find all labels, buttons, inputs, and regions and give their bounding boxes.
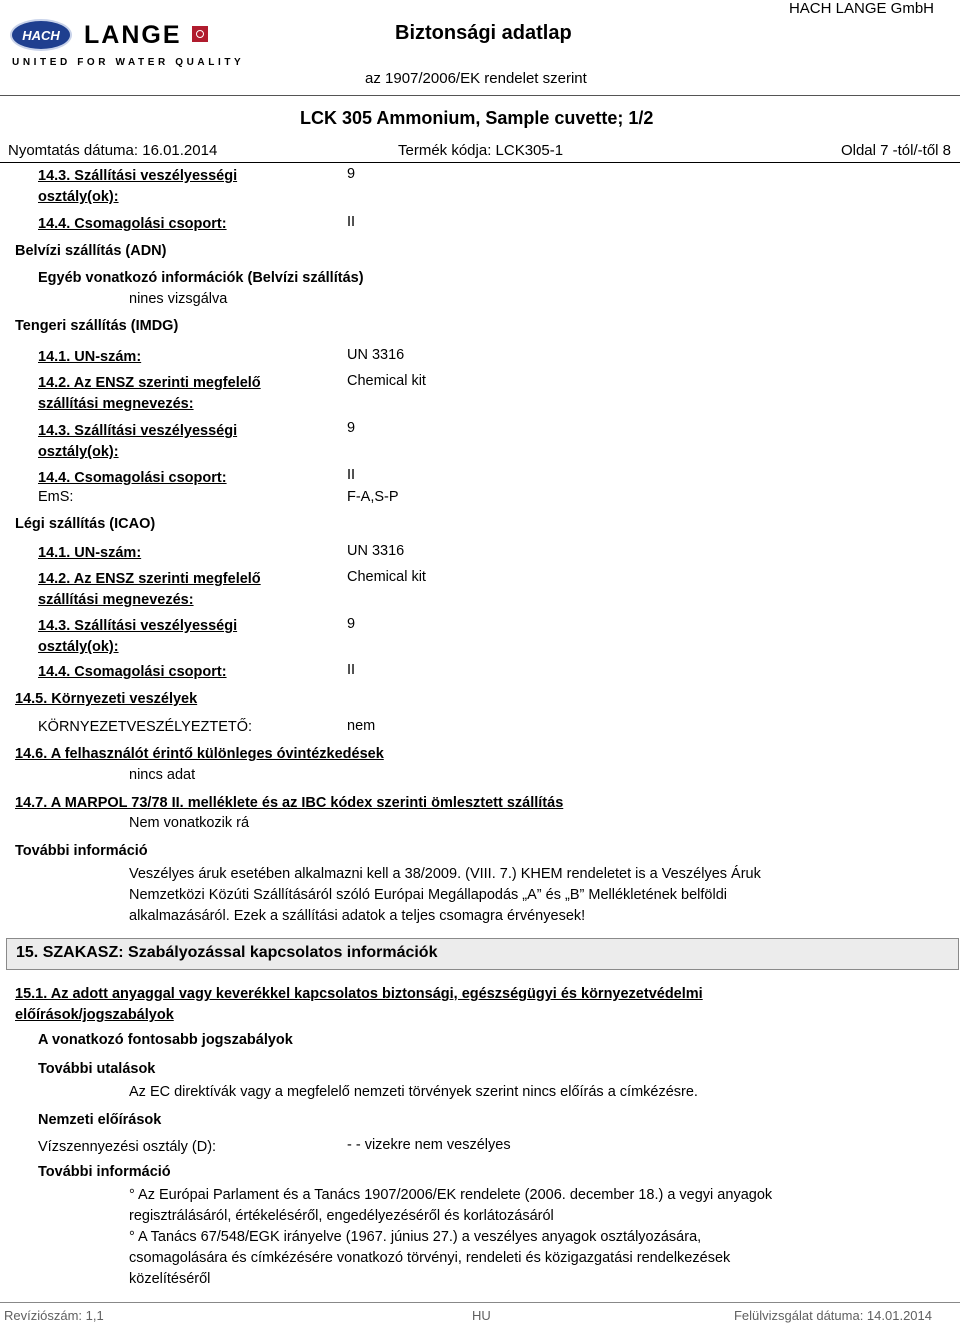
icao-name-label-line1: 14.2. Az ENSZ szerinti megfelelő bbox=[38, 571, 261, 587]
regulation: az 1907/2006/EK rendelet szerint bbox=[365, 70, 587, 87]
packing-value: II bbox=[347, 214, 356, 230]
brand-name: LANGE bbox=[84, 21, 182, 49]
imdg-packing-value: II bbox=[347, 467, 356, 483]
section-15-1-heading-line1: 15.1. Az adott anyaggal vagy keverékkel kapcsolatos biztonsági, egészségügyi és környezetvédelmi bbox=[15, 986, 703, 1002]
imdg-un-value: UN 3316 bbox=[347, 347, 405, 363]
adn-heading: Belvízi szállítás (ADN) bbox=[15, 243, 167, 259]
imdg-name-label-line2: szállítási megnevezés: bbox=[38, 396, 194, 412]
product-name: LCK 305 Ammonium, Sample cuvette; 1/2 bbox=[300, 108, 654, 128]
info-line1: ° Az Európai Parlament és a Tanács 1907/2006/EK rendelete (2006. december 18.) a vegyi anyagok bbox=[129, 1187, 773, 1203]
class-value: 9 bbox=[347, 166, 356, 182]
imdg-name-label bbox=[38, 373, 261, 415]
info-line5: közelítéséről bbox=[129, 1271, 211, 1287]
footer-rule bbox=[0, 1302, 960, 1303]
imdg-class-label-line2: osztály(ok): bbox=[38, 444, 119, 460]
precautions-value: nincs adat bbox=[129, 767, 196, 783]
national-heading: Nemzeti előírások bbox=[38, 1112, 162, 1128]
icao-class-value: 9 bbox=[347, 616, 356, 632]
imdg-class-value: 9 bbox=[347, 420, 356, 436]
packing-label: 14.4. Csomagolási csoport: bbox=[38, 216, 227, 232]
marpol-heading: 14.7. A MARPOL 73/78 II. melléklete és az IBC kódex szerinti ömlesztett szállítás bbox=[15, 795, 564, 811]
icao-un-value: UN 3316 bbox=[347, 543, 405, 559]
further-line1: Veszélyes áruk esetében alkalmazni kell a 38/2009. (VIII. 7.) KHEM rendeletet is a Veszélyes Áruk bbox=[129, 866, 761, 882]
class-label-line1: 14.3. Szállítási veszélyességi bbox=[38, 168, 238, 184]
brand-mark-icon bbox=[192, 26, 208, 42]
icao-class-label-line1: 14.3. Szállítási veszélyességi bbox=[38, 618, 238, 634]
info-line2: regisztrálásáról, értékeléséről, engedélyezéséről és korlátozásáról bbox=[129, 1208, 554, 1224]
water-class-label: Vízszennyezési osztály (D): bbox=[38, 1139, 217, 1155]
header-bottom-rule bbox=[0, 162, 960, 163]
icao-class-label bbox=[38, 616, 237, 658]
language-code: HU bbox=[472, 1308, 491, 1323]
imdg-name-label-line1: 14.2. Az ENSZ szerinti megfelelő bbox=[38, 375, 261, 391]
info-heading: További információ bbox=[38, 1164, 171, 1180]
imdg-class-label bbox=[38, 421, 237, 463]
imdg-ems-label: EmS: bbox=[38, 489, 74, 505]
product-code: Termék kódja: LCK305-1 bbox=[398, 142, 564, 159]
notes-heading: További utalások bbox=[38, 1061, 156, 1077]
print-date: Nyomtatás dátuma: 16.01.2014 bbox=[8, 142, 218, 159]
hach-logo bbox=[10, 19, 72, 51]
notes-text: Az EC direktívák vagy a megfelelő nemzeti törvények szerint nincs előírás a címkézésre. bbox=[129, 1084, 698, 1100]
icao-packing-label: 14.4. Csomagolási csoport: bbox=[38, 664, 227, 680]
icao-un-label: 14.1. UN-szám: bbox=[38, 545, 142, 561]
page-number: Oldal 7 -tól/-től 8 bbox=[840, 142, 951, 159]
further-line2: Nemzetközi Közúti Szállításáról szóló Európai Megállapodás „A” és „B” Mellékletének belföldi bbox=[129, 887, 727, 903]
logo-text: HACH bbox=[22, 28, 60, 43]
eu-heading: A vonatkozó fontosabb jogszabályok bbox=[38, 1032, 293, 1048]
icao-class-label-line2: osztály(ok): bbox=[38, 639, 119, 655]
imdg-heading: Tengeri szállítás (IMDG) bbox=[15, 318, 179, 334]
section-15-title: 15. SZAKASZ: Szabályozással kapcsolatos információk bbox=[16, 944, 438, 961]
brand-tagline: UNITED FOR WATER QUALITY bbox=[12, 57, 245, 68]
env-value: nem bbox=[347, 718, 376, 734]
icao-name-label bbox=[38, 569, 261, 611]
section-15-1-heading-line2: előírások/jogszabályok bbox=[15, 1007, 174, 1023]
icao-name-value: Chemical kit bbox=[347, 569, 426, 585]
further-line3: alkalmazásáról. Ezek a szállítási adatok a teljes csomagra érvényesek! bbox=[129, 908, 586, 924]
env-heading: 14.5. Környezeti veszélyek bbox=[15, 691, 198, 707]
imdg-name-value: Chemical kit bbox=[347, 373, 426, 389]
info-line4: csomagolására és címkézésére vonatkozó törvényi, rendeleti és közigazgatási rendelkezések bbox=[129, 1250, 731, 1266]
review-date: Felülvizsgálat dátuma: 14.01.2014 bbox=[733, 1308, 932, 1323]
header-rule bbox=[0, 95, 960, 96]
imdg-packing-label: 14.4. Csomagolási csoport: bbox=[38, 470, 227, 486]
icao-name-label-line2: szállítási megnevezés: bbox=[38, 592, 194, 608]
class-label-line2: osztály(ok): bbox=[38, 189, 119, 205]
marpol-value: Nem vonatkozik rá bbox=[129, 815, 250, 831]
company-name: HACH LANGE GmbH bbox=[788, 0, 934, 17]
adn-other-value: nines vizsgálva bbox=[129, 291, 228, 307]
revision-number: Revíziószám: 1,1 bbox=[4, 1308, 104, 1323]
class-label bbox=[38, 166, 237, 208]
icao-heading: Légi szállítás (ICAO) bbox=[15, 516, 156, 532]
precautions-heading: 14.6. A felhasználót érintő különleges óvintézkedések bbox=[15, 746, 384, 762]
imdg-class-label-line1: 14.3. Szállítási veszélyességi bbox=[38, 423, 238, 439]
info-line3: ° A Tanács 67/548/EGK irányelve (1967. június 27.) a veszélyes anyagok osztályozására, bbox=[129, 1229, 702, 1245]
imdg-ems-value: F-A,S-P bbox=[347, 489, 399, 505]
section-15-1-heading bbox=[15, 984, 703, 1026]
doc-title: Biztonsági adatlap bbox=[395, 22, 572, 44]
water-class-value: - - vizekre nem veszélyes bbox=[347, 1137, 511, 1153]
env-label: KÖRNYEZETVESZÉLYEZTETŐ: bbox=[38, 719, 253, 735]
further-heading: További információ bbox=[15, 843, 148, 859]
icao-packing-value: II bbox=[347, 662, 356, 678]
imdg-un-label: 14.1. UN-szám: bbox=[38, 349, 142, 365]
adn-other-heading: Egyéb vonatkozó információk (Belvízi szállítás) bbox=[38, 270, 364, 286]
